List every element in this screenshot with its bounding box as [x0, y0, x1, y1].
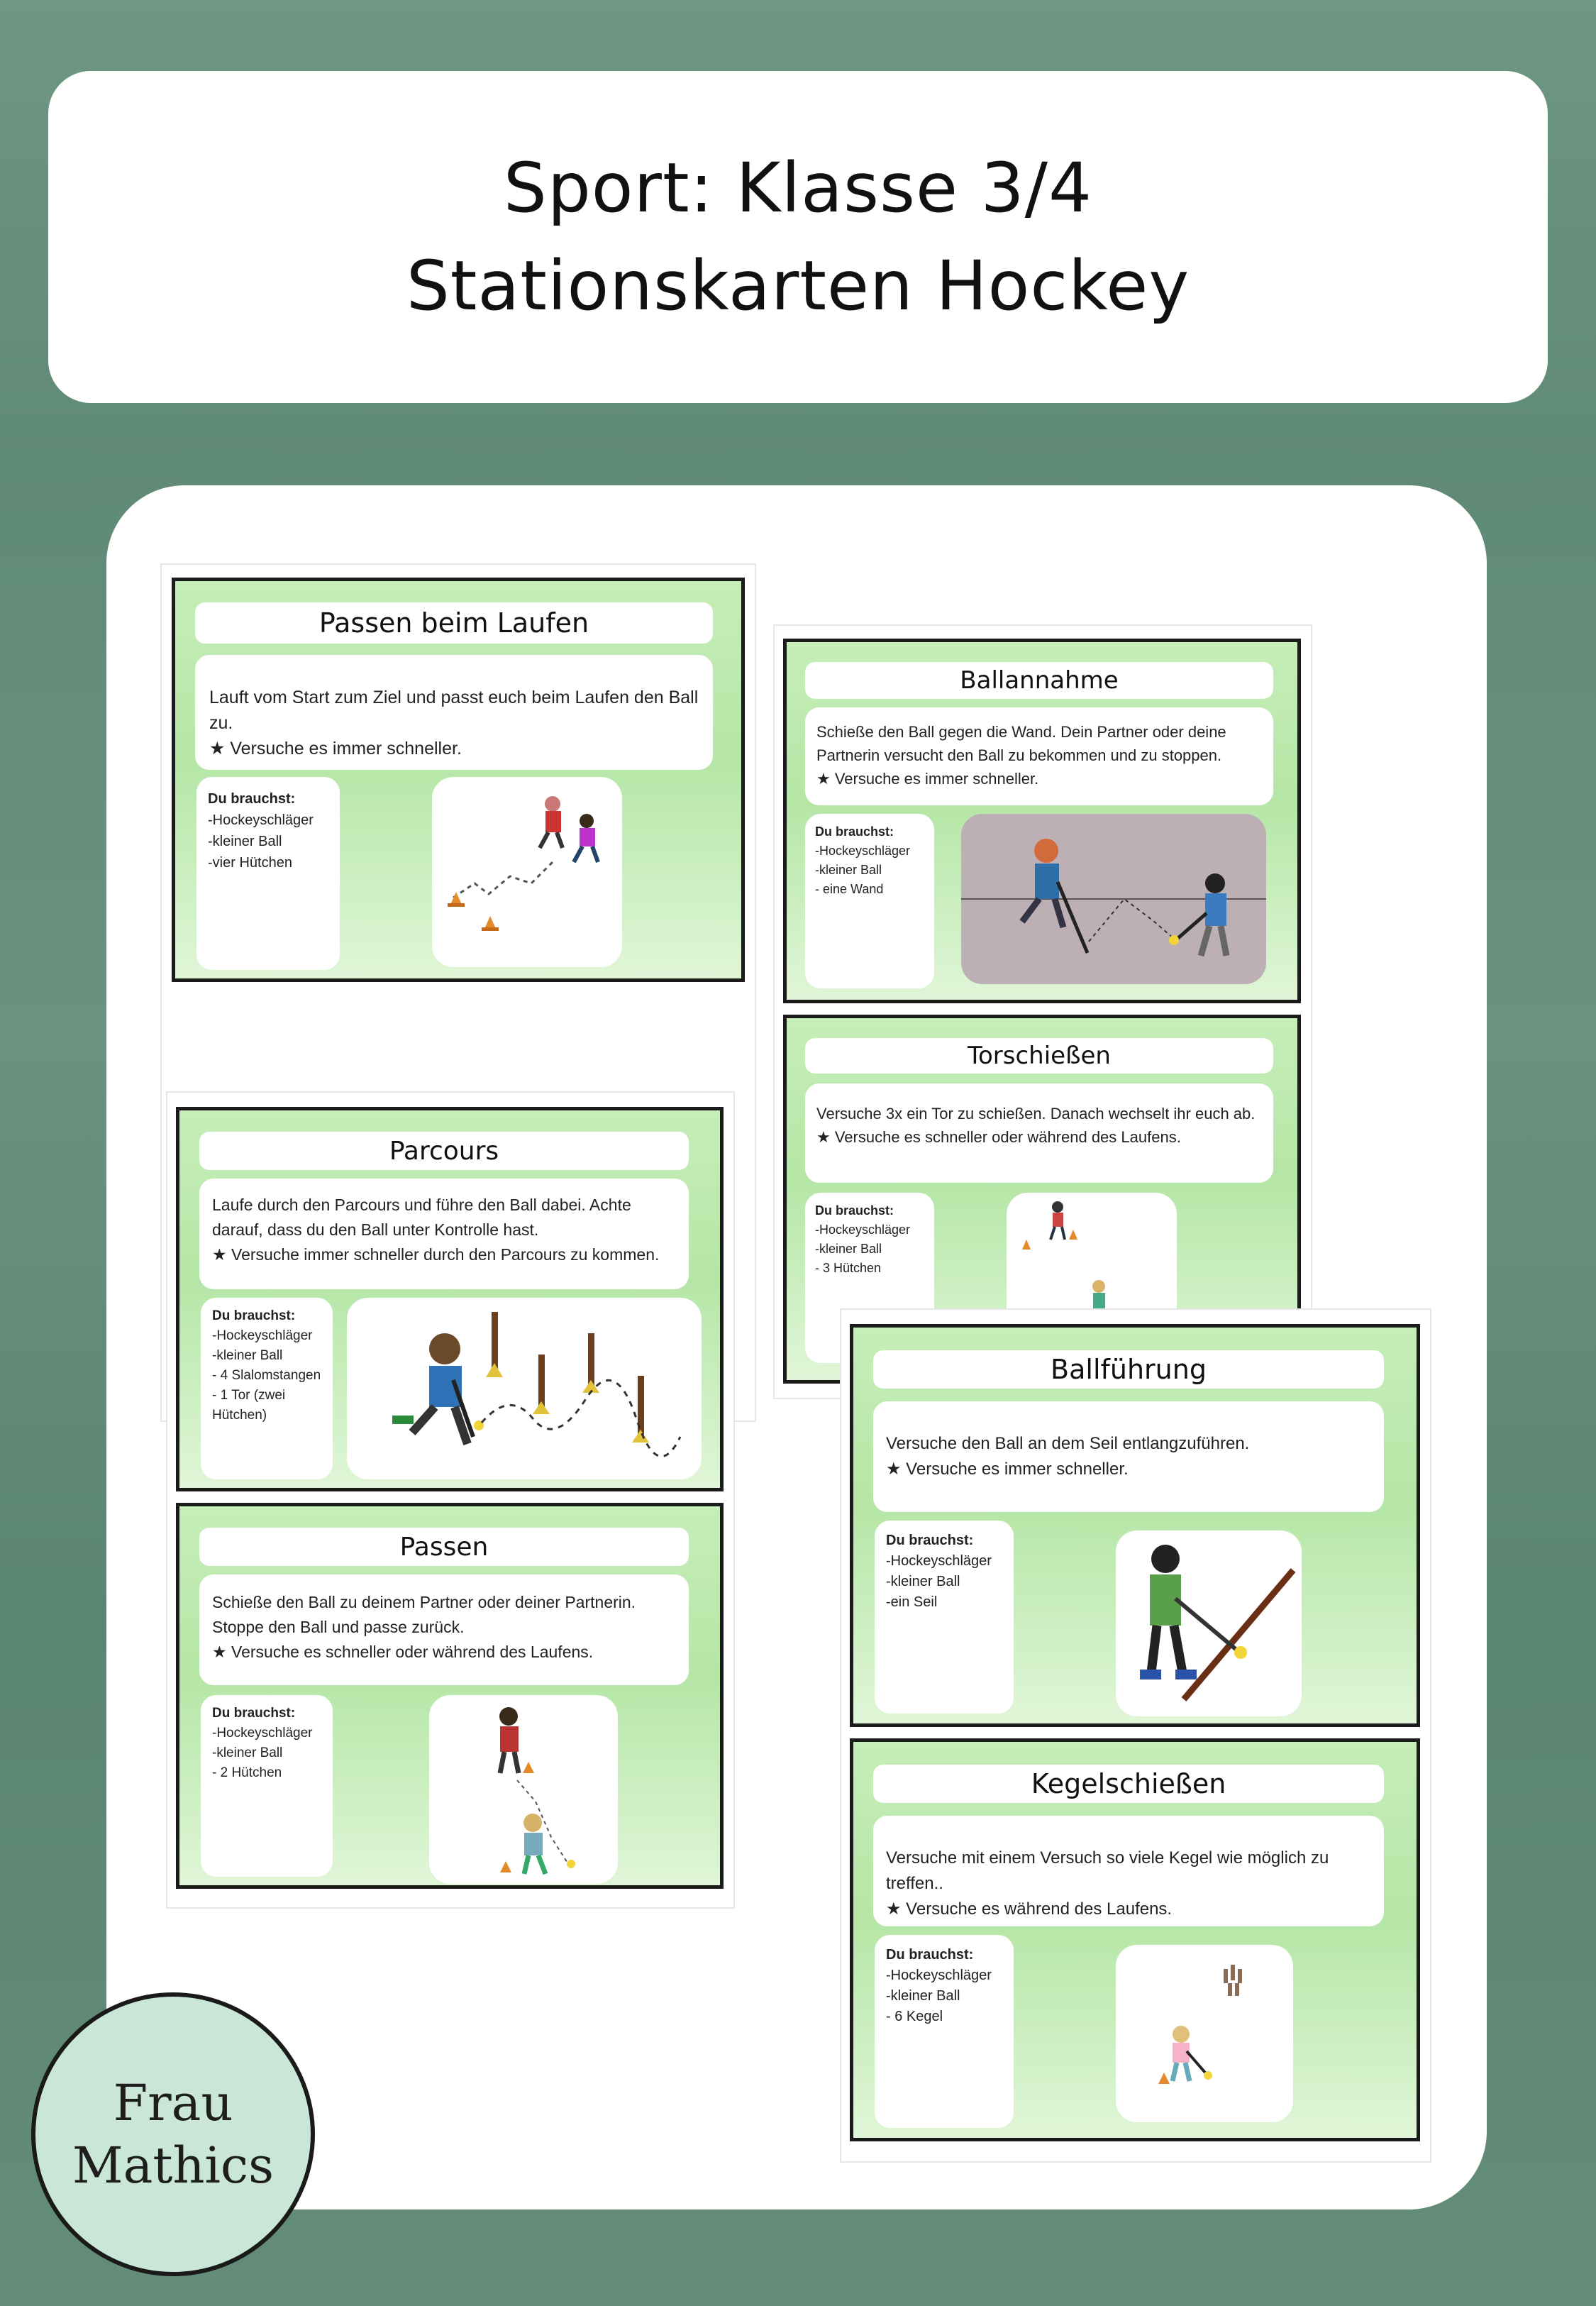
materials-heading: Du brauchst:: [208, 791, 296, 807]
card-kegelschiessen: [850, 1738, 1420, 2141]
station-illustration: [1116, 1530, 1302, 1716]
title-banner: [48, 71, 1548, 403]
player-illustration: [1022, 839, 1226, 956]
ball-icon: [1169, 935, 1179, 945]
materials-box: [805, 814, 934, 988]
ball-icon: [1234, 1646, 1247, 1659]
description-bonus: ★ Versuche es immer schneller.: [816, 770, 1039, 788]
material-item: -Hockeyschläger: [208, 812, 314, 828]
player-illustration: [540, 796, 598, 862]
station-illustration: [961, 814, 1266, 984]
material-item: -kleiner Ball: [886, 1988, 960, 2004]
cone-icon: [523, 1762, 534, 1773]
description-bonus: ★ Versuche immer schneller durch den Parcours zu kommen.: [212, 1245, 660, 1264]
card-description: [873, 1401, 1384, 1512]
cone-icon: [1158, 2073, 1170, 2084]
description-bonus: ★ Versuche es während des Laufens.: [886, 1899, 1173, 1919]
card-title: Torschießen: [805, 1038, 1273, 1074]
materials-heading: Du brauchst:: [886, 1533, 974, 1548]
logo-line-2: Mathics: [72, 2136, 275, 2195]
card-passen: [176, 1503, 724, 1889]
material-item: -kleiner Ball: [815, 863, 882, 877]
description-text: Versuche den Ball an dem Seil entlangzuführen.: [886, 1434, 1250, 1453]
rope-icon: [1184, 1570, 1293, 1699]
ball-icon: [567, 1860, 575, 1868]
description-text: Schieße den Ball zu deinem Partner oder deiner Partnerin. Stoppe den Ball und passe zurück.: [212, 1593, 636, 1636]
material-item: - 3 Hütchen: [815, 1261, 882, 1275]
player-illustration: [499, 1707, 545, 1874]
materials-box: [875, 1935, 1014, 2128]
card-passen-beim-laufen: [172, 578, 745, 982]
material-item: -kleiner Ball: [212, 1745, 283, 1760]
ball-icon: [1204, 2071, 1212, 2080]
description-text: Versuche mit einem Versuch so viele Kegel wie möglich zu treffen..: [886, 1848, 1329, 1893]
title-line-1: Sport: Klasse 3/4: [503, 148, 1093, 228]
material-item: - eine Wand: [815, 882, 884, 896]
cone-icon: [1069, 1230, 1077, 1240]
description-bonus: ★ Versuche es schneller oder während des Laufens.: [816, 1128, 1181, 1146]
material-item: - 6 Kegel: [886, 2009, 943, 2024]
material-item: -Hockeyschläger: [212, 1328, 313, 1343]
materials-box: [201, 1298, 333, 1479]
material-item: -Hockeyschläger: [886, 1553, 992, 1569]
material-item: -vier Hütchen: [208, 855, 292, 871]
pins-icon: [1224, 1965, 1242, 1996]
slalom-pole-icon: [632, 1376, 649, 1442]
description-bonus: ★ Versuche es schneller oder während des Laufens.: [212, 1643, 594, 1661]
card-title: Ballannahme: [805, 662, 1273, 699]
card-parcours: [176, 1107, 724, 1491]
frau-mathics-logo: [31, 1992, 315, 2276]
logo-line-1: Frau: [113, 2074, 233, 2132]
material-item: -kleiner Ball: [212, 1348, 283, 1363]
material-item: -Hockeyschläger: [212, 1726, 313, 1740]
description-bonus: ★ Versuche es immer schneller.: [886, 1460, 1129, 1479]
materials-box: [201, 1695, 333, 1877]
material-item: - 4 Slalomstangen: [212, 1368, 321, 1383]
material-item: -ein Seil: [886, 1594, 938, 1610]
material-item: -kleiner Ball: [815, 1242, 882, 1256]
title-line-2: Stationskarten Hockey: [406, 246, 1190, 326]
card-title: Passen beim Laufen: [195, 602, 713, 644]
card-title: Parcours: [199, 1132, 689, 1170]
player-illustration: [1173, 2026, 1205, 2081]
station-illustration: [432, 777, 622, 967]
cone-icon: [482, 916, 499, 931]
materials-box: [196, 777, 340, 970]
description-text: Versuche 3x ein Tor zu schießen. Danach wechselt ihr euch ab.: [816, 1105, 1256, 1122]
description-text: Lauft vom Start zum Ziel und passt euch beim Laufen den Ball zu.: [209, 688, 699, 733]
card-description: [199, 1574, 689, 1685]
materials-box: [875, 1521, 1014, 1714]
card-ballannahme: [783, 639, 1301, 1003]
card-description: [805, 1083, 1273, 1183]
materials-heading: Du brauchst:: [815, 1203, 894, 1218]
card-ballfuehrung: [850, 1324, 1420, 1727]
materials-heading: Du brauchst:: [212, 1706, 296, 1721]
station-illustration: [1116, 1945, 1293, 2122]
slalom-pole-icon: [582, 1333, 599, 1393]
card-description: [873, 1816, 1384, 1926]
materials-heading: Du brauchst:: [815, 824, 894, 839]
cone-icon: [500, 1861, 511, 1872]
card-title: Kegelschießen: [873, 1765, 1384, 1803]
cone-icon: [448, 892, 465, 907]
material-item: - 1 Tor (zwei Hütchen): [212, 1388, 286, 1423]
description-bonus: ★ Versuche es immer schneller.: [209, 739, 462, 758]
station-illustration: [429, 1695, 618, 1884]
slalom-pole-icon: [486, 1312, 503, 1377]
material-item: -kleiner Ball: [208, 834, 282, 849]
materials-heading: Du brauchst:: [212, 1308, 296, 1323]
card-title: Ballführung: [873, 1350, 1384, 1389]
card-description: [805, 707, 1273, 805]
material-item: -Hockeyschläger: [815, 1223, 911, 1237]
station-illustration: [347, 1298, 702, 1479]
description-text: Laufe durch den Parcours und führe den Ball dabei. Achte darauf, dass du den Ball unter Kontrolle hast.: [212, 1196, 631, 1239]
cone-icon: [1022, 1240, 1031, 1249]
materials-heading: Du brauchst:: [886, 1947, 974, 1963]
card-title: Passen: [199, 1528, 689, 1566]
slalom-pole-icon: [533, 1355, 550, 1414]
material-item: - 2 Hütchen: [212, 1765, 282, 1780]
card-description: [199, 1179, 689, 1289]
player-illustration: [392, 1333, 473, 1444]
material-item: -kleiner Ball: [886, 1574, 960, 1589]
player-illustration: [1051, 1201, 1105, 1308]
material-item: -Hockeyschläger: [815, 844, 911, 858]
material-item: -Hockeyschläger: [886, 1968, 992, 1983]
card-description: [195, 655, 713, 770]
description-text: Schieße den Ball gegen die Wand. Dein Partner oder deine Partnerin versucht den Ball zu bekommen und zu stoppen.: [816, 723, 1226, 764]
